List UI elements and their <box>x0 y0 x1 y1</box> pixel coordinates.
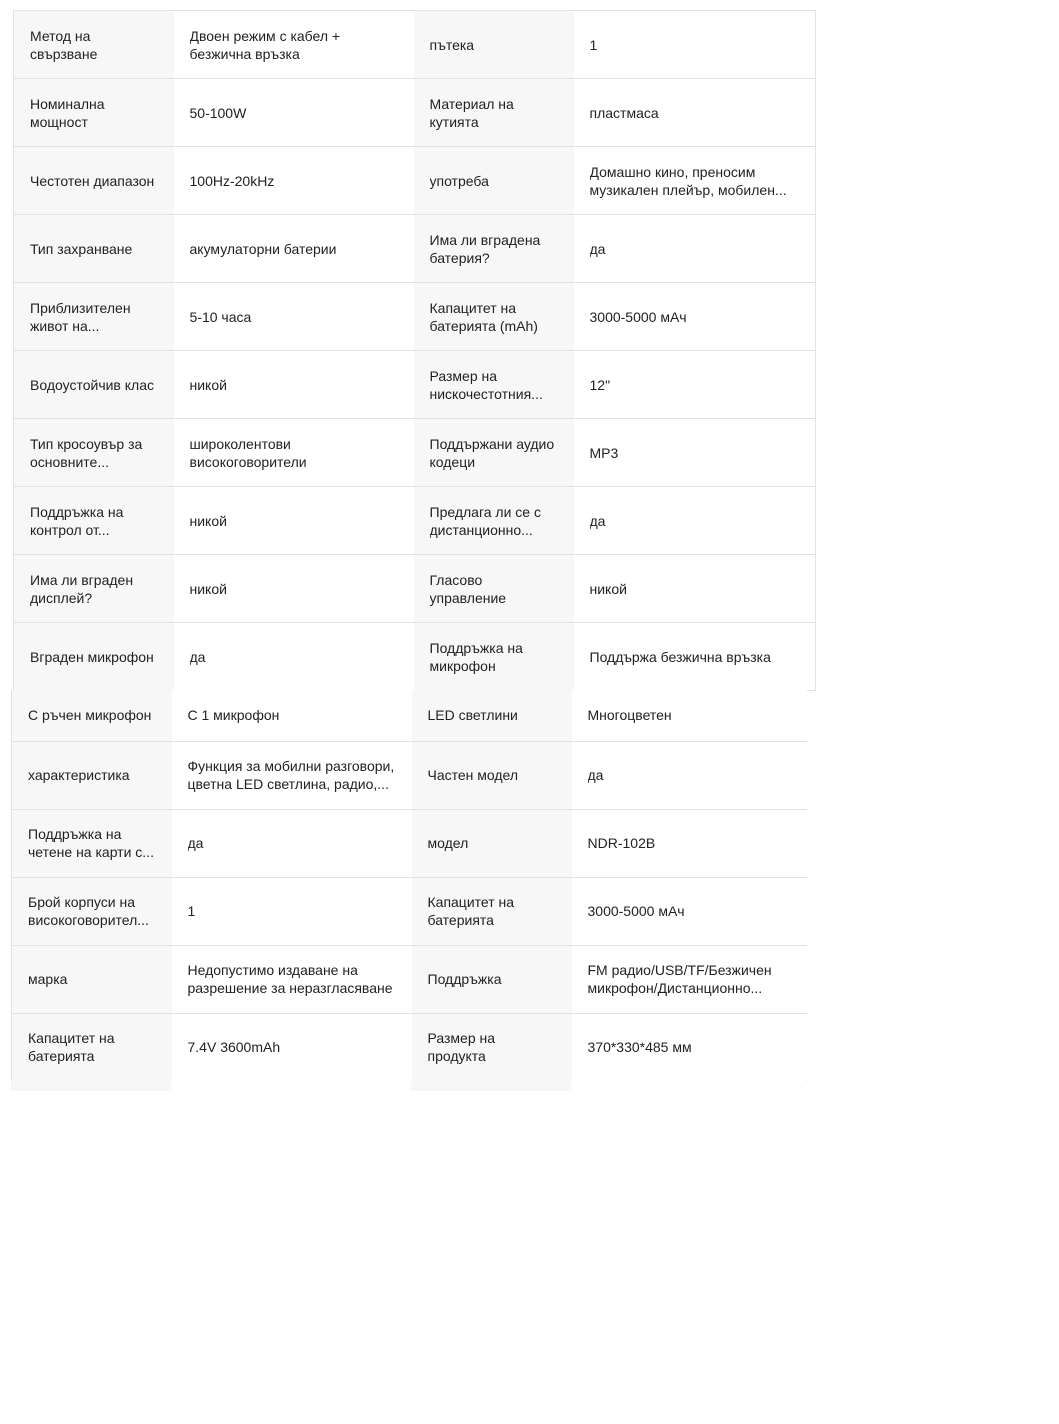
spec-label: Капацитет на батерията <box>427 894 515 928</box>
spec-value: MP3 <box>589 444 619 461</box>
spec-value-cell <box>174 79 414 147</box>
table-row <box>14 215 816 283</box>
spec-label-cell <box>414 623 574 691</box>
spec-label: Тип захранване <box>30 240 133 257</box>
spec-label-cell <box>12 1013 172 1081</box>
spec-label: Капацитет на батерията <box>28 1030 115 1064</box>
spec-label-cell <box>12 877 172 945</box>
table-row <box>14 623 816 691</box>
spec-label-cell <box>14 283 174 351</box>
spec-label-cell <box>412 809 572 877</box>
spec-value: да <box>589 512 606 529</box>
spec-value-cell <box>172 690 412 741</box>
spec-label: Има ли вградена батерия? <box>429 231 541 266</box>
spec-label: Размер на продукта <box>427 1030 496 1064</box>
spec-value: Многоцветен <box>587 707 672 724</box>
spec-label-cell <box>412 945 572 1013</box>
table-row <box>14 555 816 623</box>
spec-value: да <box>189 648 206 665</box>
spec-label-cell <box>14 215 174 283</box>
spec-label-cell <box>12 945 172 1013</box>
spec-value: 370*330*485 мм <box>587 1039 692 1055</box>
spec-value: Функция за мобилни разговори, цветна LED светлина, радио,... <box>187 758 395 792</box>
spec-value-cell <box>574 487 816 555</box>
spec-label-cell <box>14 79 174 147</box>
spec-label: Поддръжка на микрофон <box>429 639 523 674</box>
spec-value: FM радио/USB/TF/Безжичен микрофон/Дистанционно... <box>587 962 772 996</box>
spec-label-cell <box>414 79 574 147</box>
table-row <box>12 877 807 945</box>
spec-value: да <box>587 767 604 783</box>
spec-value-cell <box>174 283 414 351</box>
spec-label: Брой корпуси на високоговорител... <box>28 894 149 928</box>
spec-label: Вграден микрофон <box>30 648 154 665</box>
table-row <box>12 741 807 809</box>
spec-value-cell <box>574 555 816 623</box>
spec-label: Предлага ли се с дистанционно... <box>429 503 541 538</box>
table-row <box>12 945 807 1013</box>
spec-value-cell <box>572 1013 807 1081</box>
stub-value-cell <box>571 1081 806 1091</box>
spec-value-cell <box>174 215 414 283</box>
spec-label: марка <box>28 971 68 987</box>
spec-label-cell <box>414 487 574 555</box>
spec-value: 12" <box>589 376 611 393</box>
spec-value-cell <box>172 945 412 1013</box>
spec-label: Метод на свързване <box>30 27 98 62</box>
spec-value-cell <box>174 147 414 215</box>
spec-label: Тип кросоувър за основните... <box>30 435 143 470</box>
spec-label: Поддръжка <box>427 971 502 987</box>
spec-value-cell <box>574 419 816 487</box>
spec-label: характеристика <box>28 767 130 783</box>
spec-value: да <box>187 835 204 851</box>
spec-label: Водоустойчив клас <box>30 376 154 393</box>
spec-value-cell <box>172 877 412 945</box>
spec-value: Недопустимо издаване на разрешение за неразгласяване <box>187 962 393 996</box>
table-row <box>14 147 816 215</box>
spec-value-cell <box>172 809 412 877</box>
spec-value: пластмаса <box>589 104 659 121</box>
spec-value: никой <box>189 376 227 393</box>
spec-label: Честотен диапазон <box>30 172 155 189</box>
spec-label: Размер на нискочестотния... <box>429 367 543 402</box>
table-row <box>12 690 807 741</box>
spec-value-cell <box>572 809 807 877</box>
spec-label: Гласово управление <box>429 571 507 606</box>
spec-value: 1 <box>589 36 598 53</box>
spec-value: никой <box>189 512 227 529</box>
spec-value-cell <box>574 11 816 79</box>
spec-label: Поддръжка на четене на карти с... <box>28 826 154 860</box>
spec-value-cell <box>572 741 807 809</box>
spec-value-cell <box>574 215 816 283</box>
spec-label: употреба <box>429 172 489 189</box>
spec-value-cell <box>174 11 414 79</box>
spec-value: никой <box>589 580 627 597</box>
spec-value: 1 <box>187 903 196 919</box>
spec-label: Материал на кутията <box>429 95 514 130</box>
table-row <box>14 351 816 419</box>
spec-value-cell <box>572 945 807 1013</box>
spec-value-cell <box>574 623 816 691</box>
table-row <box>14 419 816 487</box>
spec-label-cell <box>414 11 574 79</box>
spec-value-cell <box>574 79 816 147</box>
spec-value: С 1 микрофон <box>187 707 280 724</box>
spec-value-cell <box>172 741 412 809</box>
spec-value: акумулаторни батерии <box>189 240 337 257</box>
spec-value: Двоен режим с кабел + безжична връзка <box>189 27 341 62</box>
spec-value-cell <box>572 877 807 945</box>
spec-label: Поддържани аудио кодеци <box>429 435 555 470</box>
spec-label-cell <box>414 283 574 351</box>
spec-label: Номинална мощност <box>30 95 105 130</box>
spec-value: широколентови високоговорители <box>189 435 307 470</box>
spec-value-cell <box>172 1013 412 1081</box>
spec-value: 7.4V 3600mAh <box>187 1039 281 1055</box>
table-row <box>12 1013 807 1081</box>
spec-label-cell <box>412 877 572 945</box>
spec-label-cell <box>414 555 574 623</box>
spec-label: С ръчен микрофон <box>28 707 152 724</box>
spec-label-cell <box>14 147 174 215</box>
spec-value-cell <box>574 351 816 419</box>
spec-label: Приблизителен живот на... <box>30 299 131 334</box>
spec-label: LED светлини <box>427 707 518 724</box>
spec-value: никой <box>189 580 227 597</box>
spec-label-cell <box>14 351 174 419</box>
spec-label-cell <box>14 623 174 691</box>
spec-value: Поддържа безжична връзка <box>589 648 771 665</box>
spec-value-cell <box>572 690 807 741</box>
table-row <box>14 79 816 147</box>
spec-label-cell <box>12 741 172 809</box>
spec-value: да <box>589 240 606 257</box>
spec-label-cell <box>14 419 174 487</box>
spec-label-cell <box>414 215 574 283</box>
spec-label-cell <box>12 690 172 741</box>
spec-value: NDR-102B <box>587 835 656 851</box>
spec-label-cell <box>412 690 572 741</box>
spec-label-cell <box>14 555 174 623</box>
spec-value: Домашно кино, преносим музикален плейър, мобилен... <box>589 163 787 198</box>
spec-value-cell <box>574 147 816 215</box>
spec-value: 3000-5000 мАч <box>589 308 687 325</box>
spec-label: модел <box>427 835 469 851</box>
stub-value-cell <box>171 1081 411 1091</box>
spec-value: 3000-5000 мАч <box>587 903 685 919</box>
table-row <box>14 11 816 79</box>
spec-label-cell <box>12 809 172 877</box>
spec-value: 50-100W <box>189 104 247 121</box>
table-row <box>14 283 816 351</box>
spec-value: 5-10 часа <box>189 308 252 325</box>
spec-label-cell <box>412 741 572 809</box>
spec-label-cell <box>412 1013 572 1081</box>
table-row <box>12 809 807 877</box>
stub-key-cell <box>11 1081 171 1091</box>
spec-value-cell <box>574 283 816 351</box>
spec-value-cell <box>174 555 414 623</box>
table-continuation-row <box>11 1081 806 1091</box>
spec-value-cell <box>174 419 414 487</box>
spec-label-cell <box>414 147 574 215</box>
spec-value-cell <box>174 351 414 419</box>
spec-value-cell <box>174 487 414 555</box>
spec-label: Поддръжка на контрол от... <box>30 503 124 538</box>
spec-table-bottom <box>11 690 807 1082</box>
spec-label-cell <box>414 419 574 487</box>
table-row <box>14 487 816 555</box>
stub-key-cell <box>411 1081 571 1091</box>
spec-label-cell <box>14 11 174 79</box>
spec-label: пътека <box>429 36 475 53</box>
spec-label: Има ли вграден дисплей? <box>30 571 134 606</box>
spec-value: 100Hz-20kHz <box>189 172 275 189</box>
spec-label-cell <box>414 351 574 419</box>
spec-label-cell <box>14 487 174 555</box>
spec-value-cell <box>174 623 414 691</box>
spec-table-top <box>13 10 816 691</box>
spec-label: Частен модел <box>427 767 519 783</box>
spec-label: Капацитет на батерията (mAh) <box>429 299 538 334</box>
